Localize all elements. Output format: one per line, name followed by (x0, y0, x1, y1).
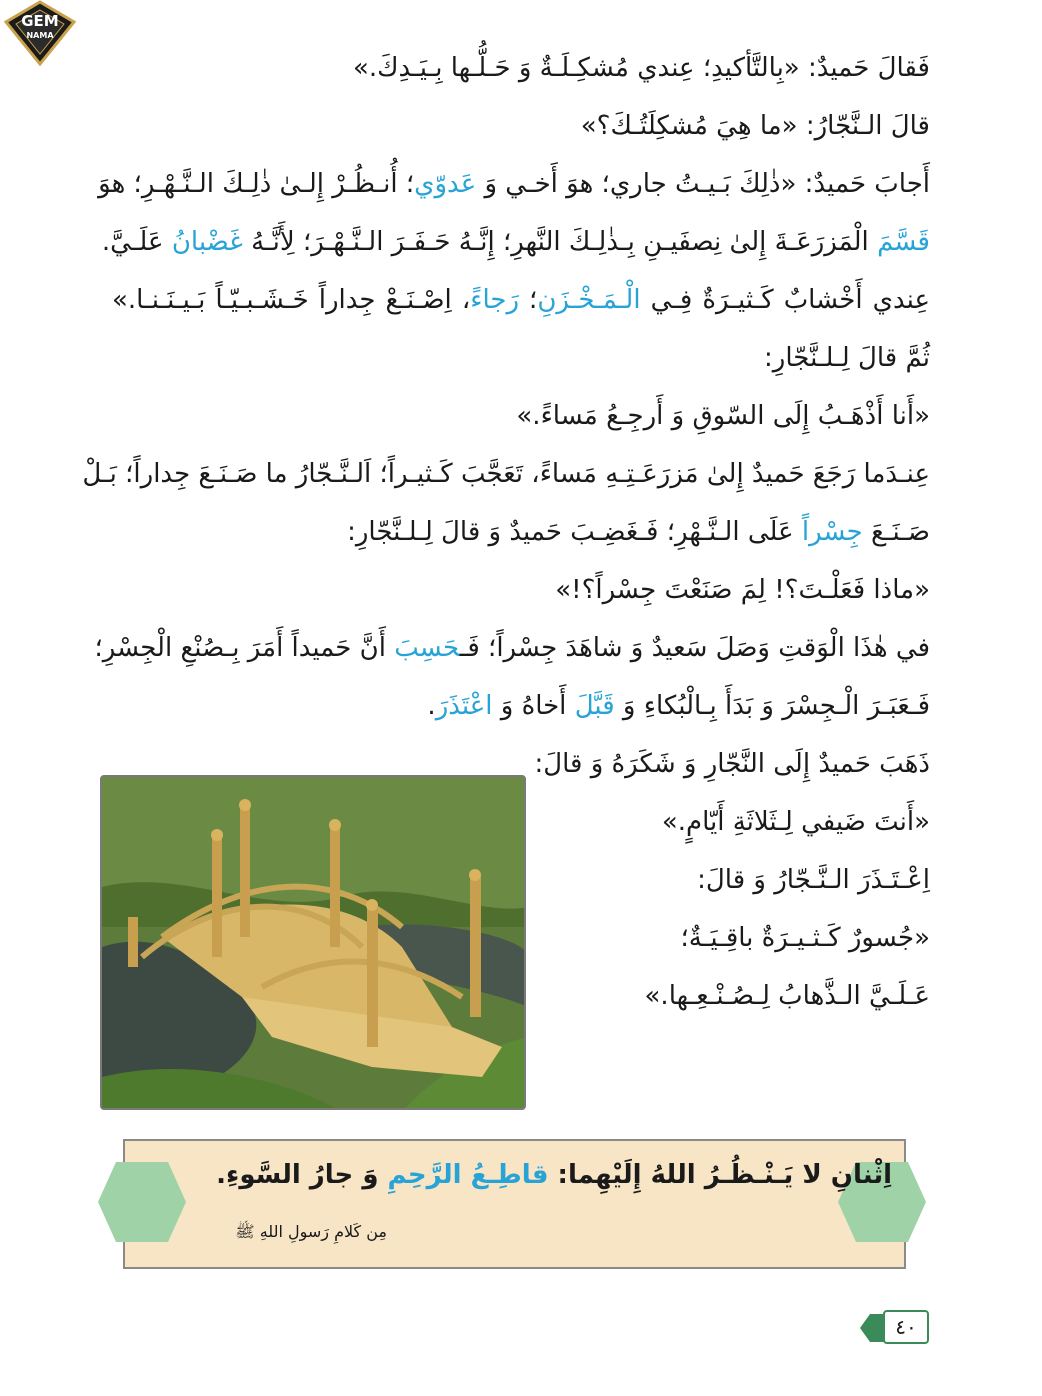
hex-ornament-left (96, 1158, 188, 1246)
story-line (581, 106, 930, 146)
bridge-photo (100, 775, 526, 1110)
text-segment: في هٰذَا الْوَقتِ وَصَلَ سَعيدٌ وَ شاهَدَ جِسْراً؛ فَـ (459, 633, 930, 663)
text-segment: «ماذا فَعَلْـتَ؟! لِمَ صَنَعْتَ جِسْراً؟!» (555, 575, 930, 605)
highlighted-word: الْـمَـخْـزَنِ (537, 285, 641, 315)
page-number: ٤٠ (883, 1310, 929, 1344)
hadith-text (216, 1160, 892, 1190)
text-segment: «جُسورٌ كَـثـيـرَةٌ باقِـيَـةٌ؛ (680, 923, 930, 953)
text-segment: اِثْنانِ لا يَـنْـظُـرُ اللهُ إِلَيْهِما: (548, 1160, 892, 1190)
story-line (98, 164, 930, 204)
highlighted-word: اعْتَذَرَ (435, 691, 493, 721)
text-segment: قالَ الـنَّجّارُ: «ما هِيَ مُشكِلَتُـكَ؟» (580, 111, 930, 141)
text-segment: أَخاهُ وَ (492, 691, 575, 721)
text-segment: عِنـدَما رَجَعَ حَميدٌ إِلىٰ مَزرَعَـتِـهِ مَساءً، تَعَجَّبَ كَـثيـراً؛ اَلـنَّـجّارُ ما صَـنَـعَ جِداراً؛ بَـلْ (82, 459, 930, 489)
text-segment: عَـلَـيَّ الـذَّهابُ لِـصُـنْـعِـها.» (644, 981, 930, 1011)
text-segment: ؛ أُنـظُـرْ إِلـىٰ ذٰلِـكَ الـنَّـهْـرِ؛ هوَ (98, 169, 415, 199)
highlighted-word: قَسَّمَ (877, 227, 930, 257)
story-line (82, 454, 930, 494)
text-segment: ؛ (519, 285, 538, 315)
text-segment: ثُمَّ قالَ لِـلـنَّجّارِ: (764, 343, 930, 373)
text-segment: عَلَى الـنَّـهْرِ؛ فَـغَضِـبَ حَميدٌ وَ قالَ لِـلـنَّجّارِ: (347, 517, 802, 547)
gem-nama-logo (4, 0, 76, 66)
text-segment: فَـعَبَـرَ الْـجِسْرَ وَ بَدَأَ بِـالْبُكاءِ وَ (614, 691, 930, 721)
story-line (427, 686, 930, 726)
highlighted-word: حَسِبَ (394, 633, 460, 663)
text-segment: أَنَّ حَميداً أَمَرَ بِـصُنْعِ الْجِسْرِ؛ (94, 633, 395, 663)
highlighted-word: رَجاءً (470, 285, 519, 315)
text-segment: الْمَزرَعَـةَ إِلىٰ نِصفَيـنِ بِـذٰلِـكَ النَّهرِ؛ إِنَّـهُ حَـفَـرَ الـنَّـهْـرَ؛ لِأَنَّـهُ (242, 227, 878, 257)
highlighted-word: جِسْراً (801, 517, 863, 547)
text-segment: «أَنا أَذْهَـبُ إِلَى السّوقِ وَ أَرجِـعُ مَساءً.» (516, 401, 930, 431)
story-line (662, 802, 930, 842)
text-segment: فَقالَ حَميدٌ: «بِالتَّأكيدِ؛ عِندي مُشكِـلَـةٌ وَ حَـلُّـها بِـيَـدِكَ.» (352, 53, 930, 83)
text-segment: «أَنتَ ضَيفي لِـثَلاثَةِ أَيّامٍ.» (661, 807, 930, 837)
story-line (94, 628, 930, 668)
story-line (347, 512, 930, 552)
story-line (112, 280, 930, 320)
text-segment: عَلَـيَّ. (101, 227, 172, 257)
highlighted-phrase: قاطِـعُ الرَّحِمِ (387, 1160, 549, 1190)
text-segment: ، اِصْـنَـعْ جِداراً خَـشَـبـيّـاً بَـيـنَـنـا.» (112, 285, 471, 315)
text-segment: عِندي أَخْشابٌ كَـثيـرَةٌ فِـي (640, 285, 931, 315)
story-line (764, 338, 930, 378)
story-line (681, 918, 930, 958)
hadith-box (123, 1139, 906, 1269)
highlighted-word: غَضْبانُ (171, 227, 243, 257)
text-segment: . (427, 691, 436, 721)
svg-text:GEM: GEM (21, 12, 59, 30)
story-line (555, 570, 930, 610)
story-line (516, 396, 930, 436)
story-line (101, 222, 930, 262)
story-line (534, 744, 930, 784)
text-segment: ذَهَبَ حَميدٌ إِلَى النَّجّارِ وَ شَكَرَهُ وَ قالَ: (534, 749, 930, 779)
text-segment: أَجابَ حَميدٌ: «ذٰلِكَ بَـيـتُ جاري؛ هوَ أَخـي وَ (476, 169, 930, 199)
story-line (353, 48, 930, 88)
hadith-source: مِن كَلامِ رَسولِ اللهِ ﷺ (235, 1222, 387, 1241)
story-line (697, 860, 930, 900)
highlighted-word: قَبَّلَ (574, 691, 615, 721)
highlighted-word: عَدوّي (414, 169, 477, 199)
text-segment: وَ جارُ السَّوءِ. (216, 1160, 388, 1190)
story-line (645, 976, 930, 1016)
svg-text:NAMA: NAMA (26, 31, 54, 40)
text-segment: اِعْـتَـذَرَ الـنَّـجّارُ وَ قالَ: (697, 865, 930, 895)
text-segment: صَـنَـعَ (862, 517, 930, 547)
